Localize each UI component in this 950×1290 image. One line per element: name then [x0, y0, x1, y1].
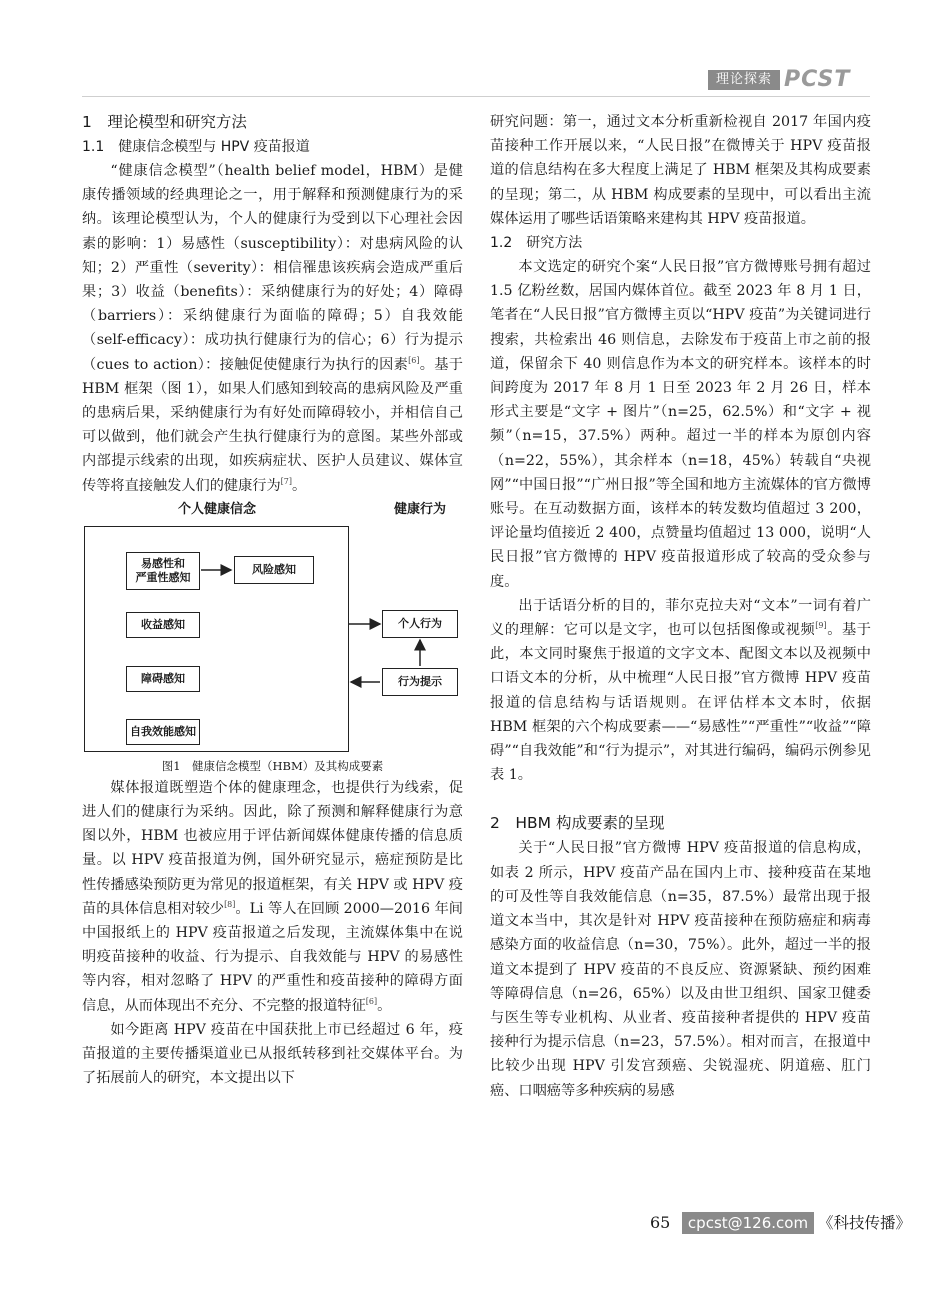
- subsection-heading-1-2: 1.2 研究方法: [490, 235, 583, 252]
- subsection-heading-1-1: 1.1 健康信念模型与 HPV 疫苗报道: [82, 139, 310, 155]
- page-number: 65: [650, 1213, 671, 1232]
- box-susceptibility-severity: 易感性和 严重性感知: [126, 552, 200, 590]
- paragraph-discourse-analysis: 出于话语分析的目的，菲尔克拉夫对“文本”一词有着广义的理解：它可以是文字，也可以包括图像或视频[9]。基于此，本文同时聚焦于报道的文字文本、配图文本以及视频中口语文本的分析，从中梳理“人民日报”官方微博 HPV 疫苗报道的信息结构与话语规则。在评估样本文本时，依据 HBM 框架的六个构成要素——“易感性”“严重性”“收益”“障碍”“自我效能”和“行为提示”，对其进行编码，编码示例参见表 1。: [490, 597, 871, 784]
- box-barrier-perception: 障碍感知: [126, 666, 200, 692]
- box-risk-perception: 风险感知: [234, 556, 314, 584]
- box-cues-to-action: 行为提示: [382, 668, 458, 696]
- figure-column-title-behavior: 健康行为: [394, 501, 447, 517]
- citation: [8]: [224, 899, 236, 909]
- citation: [6]: [408, 355, 420, 365]
- section-heading-1: 1 理论模型和研究方法: [82, 113, 247, 131]
- figure-column-title-beliefs: 个人健康信念: [178, 501, 257, 517]
- figure-caption: 图1 健康信念模型（HBM）及其构成要素: [161, 758, 384, 773]
- box-individual-behavior: 个人行为: [382, 610, 458, 638]
- paragraph-hbm-intro: “健康信念模型”（health belief model，HBM）是健康传播领域的经典理论之一，用于解释和预测健康行为的采纳。该理论模型认为，个人的健康行为受到以下心理社会因素的影响：1）易感性（susceptibility）：对患病风险的认知；2）严重性（severity）：相信罹患该疾病会造成严重后果；3）收益（benefits）：采纳健康行为的好处；4）障碍（barriers）：采纳健康行为面临的障碍；5）自我效能（self-efficacy）：成功执行健康行为的信心；6）行为提示（cues to action）：接触促使健康行为执行的因素[6]。基于 HBM 框架（图 1），如果人们感知到较高的患病风险及严重的患病后果，采纳健康行为有好处而障碍较小，并相信自己可以做到，他们就会产生执行健康行为的意图。某些外部或内部提示线索的出现，如疾病症状、医护人员建议、媒体宣传等将直接触发人们的健康行为[7]。: [82, 163, 463, 494]
- header-rule: [82, 96, 870, 97]
- journal-logo: PCST: [784, 67, 851, 92]
- box-self-efficacy: 自我效能感知: [126, 719, 200, 745]
- citation: [9]: [815, 621, 827, 631]
- paragraph-hbm-presentation: 关于“人民日报”官方微博 HPV 疫苗报道的信息构成，如表 2 所示，HPV 疫苗产品在国内上市、接种疫苗在某地的可及性等自我效能信息（n=35，87.5%）最常出现于报道文本当中，其次是针对 HPV 疫苗接种在预防癌症和病毒感染方面的收益信息（n=30，75%）。此外，超过一半的报道文本提到了 HPV 疫苗的不良反应、资源紧缺、预约困难等障碍信息（n=26，65%）以及由世卫组织、国家卫健委与医生等专业机构、从业者、疫苗接种者提供的 HPV 疫苗接种行为提示信息（n=23，57.5%）。相对而言，在报道中比较少出现 HPV 引发宫颈癌、尖锐湿疣、阴道癌、肛门癌、口咽癌等多种疾病的易感: [490, 840, 871, 1099]
- citation: [7]: [280, 476, 292, 486]
- paragraph-research-motivation: 如今距离 HPV 疫苗在中国获批上市已经超过 6 年，疫苗报道的主要传播渠道业已从报纸转移到社交媒体平台。为了拓展前人的研究，本文提出以下: [82, 1021, 463, 1087]
- right-column: [490, 110, 871, 1103]
- paragraph-media-reporting: 媒体报道既塑造个体的健康理念，也提供行为线索，促进人们的健康行为采纳。因此，除了预测和解释健康行为意图以外，HBM 也被应用于评估新闻媒体健康传播的信息质量。以 HPV 疫苗报道为例，国外研究显示，癌症预防是比性传播感染预防更为常见的报道框架，有关 HPV 或 HPV 疫苗的具体信息相对较少[8]。Li 等人在回顾 2000—2016 年间中国报纸上的 HPV 疫苗报道之后发现，主流媒体集中在说明疫苗接种的收益、行为提示、自我效能与 HPV 的易感性等内容，相对忽略了 HPV 的严重性和疫苗接种的障碍方面信息，从而体现出不充分、不完整的报道特征[6]。: [82, 779, 463, 1014]
- section-heading-2: 2 HBM 构成要素的呈现: [490, 814, 665, 833]
- journal-name: 《科技传播》: [818, 1214, 912, 1232]
- box-benefit-perception: 收益感知: [126, 612, 200, 638]
- journal-email: cpcst@126.com: [682, 1212, 814, 1234]
- citation: [6]: [365, 996, 378, 1006]
- left-column: [82, 110, 463, 1090]
- section-tag: 理论探索: [708, 70, 780, 90]
- figure-hbm: [82, 500, 463, 776]
- paragraph-research-questions: 研究问题：第一，通过文本分析重新检视自 2017 年国内疫苗接种工作开展以来，“人民日报”在微博关于 HPV 疫苗报道的信息结构在多大程度上满足了 HBM 框架及其构成要素的呈现；第二，从 HBM 构成要素的呈现中，可以看出主流媒体运用了哪些话语策略来建构其 HPV 疫苗报道。: [490, 114, 871, 227]
- paragraph-method-sample: 本文选定的研究个案“人民日报”官方微博账号拥有超过 1.5 亿粉丝数，居国内媒体首位。截至 2023 年 8 月 1 日，笔者在“人民日报”官方微博主页以“HPV 疫苗”为关键词进行搜索，共检索出 46 则信息，去除发布于疫苗上市之前的报道，保留余下 40 则信息作为本文的研究样本。该样本的时间跨度为 2017 年 8 月 1 日至 2023 年 2 月 26 日，样本形式主要是“文字 + 图片”（n=25，62.5%）和“文字 + 视频”（n=15，37.5%）两种。超过一半的样本为原创内容（n=22，55%），其余样本（n=18，45%）转载自“央视网”“中国日报”“广州日报”等全国和地方主流媒体的官方微博账号。在互动数据方面，该样本的转发数均值超过 3 200，评论量均值接近 2 400，点赞量均值超过 13 000，说明“人民日报”官方微博的 HPV 疫苗报道形成了较高的受众参与度。: [490, 259, 871, 590]
